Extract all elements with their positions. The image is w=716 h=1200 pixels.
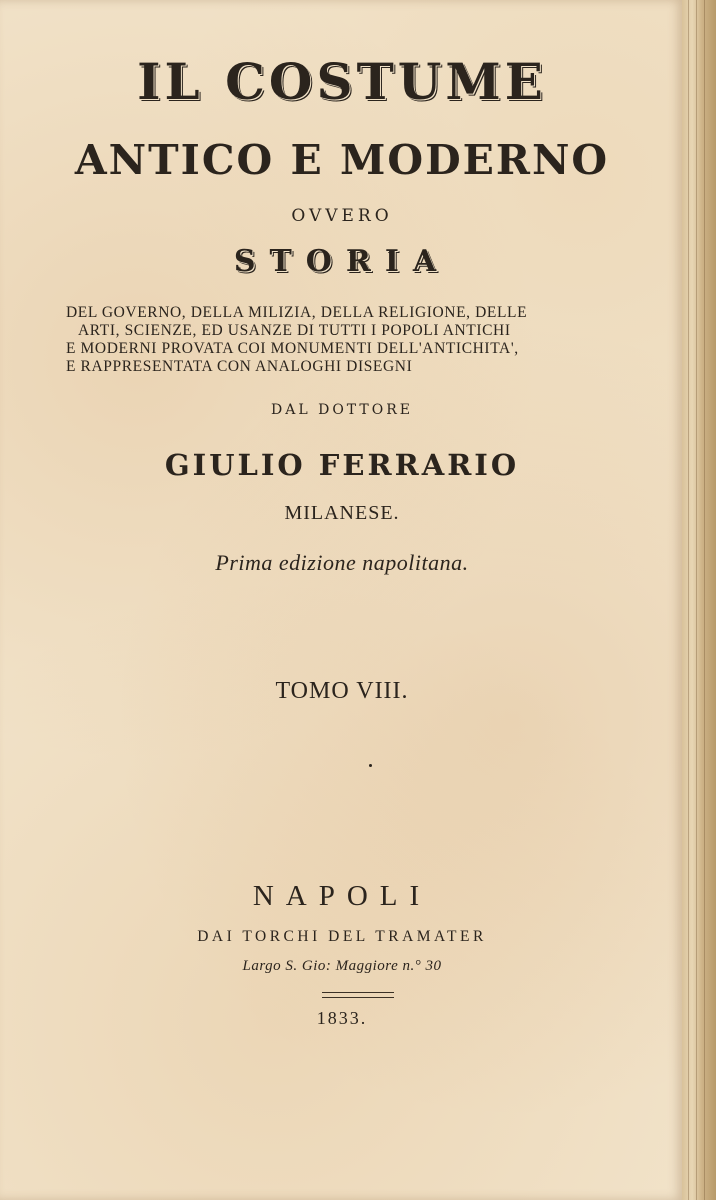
edition-note: Prima edizione napolitana. <box>215 550 469 575</box>
publication-year: 1833. <box>316 1008 368 1028</box>
title-line-2: ANTICO E MODERNO <box>74 136 610 184</box>
title-line-1: IL COSTUME <box>137 52 547 111</box>
page-edge-line <box>696 0 697 1200</box>
storia-heading: STORIA <box>233 244 451 279</box>
description-line-2: ARTI, SCIENZE, ED USANZE DI TUTTI I POPOLI ANTICHI <box>78 322 511 339</box>
double-rule-divider <box>322 992 394 998</box>
ink-dot <box>369 764 372 767</box>
volume-number: TOMO VIII. <box>275 678 409 704</box>
publication-city: NAPOLI <box>252 880 432 912</box>
printer-address: Largo S. Gio: Maggiore n.° 30 <box>242 958 442 974</box>
description-line-4: E RAPPRESENTATA CON ANALOGHI DISEGNI <box>66 358 413 375</box>
author-name: GIULIO FERRARIO <box>164 448 520 482</box>
description-line-1: DEL GOVERNO, DELLA MILIZIA, DELLA RELIGIONE, DELLE <box>66 304 528 321</box>
subtitle-description <box>66 304 626 376</box>
by-line: DAL DOTTORE <box>271 402 413 418</box>
page-edge-line <box>688 0 689 1200</box>
printer-line: DAI TORCHI DEL TRAMATER <box>197 928 487 945</box>
description-line-3: E MODERNI PROVATA COI MONUMENTI DELL'ANTICHITA', <box>66 340 519 357</box>
page-edges <box>682 0 716 1200</box>
page-edge-line <box>704 0 705 1200</box>
author-origin: MILANESE. <box>284 502 400 524</box>
ovvero-text: OVVERO <box>291 206 393 226</box>
